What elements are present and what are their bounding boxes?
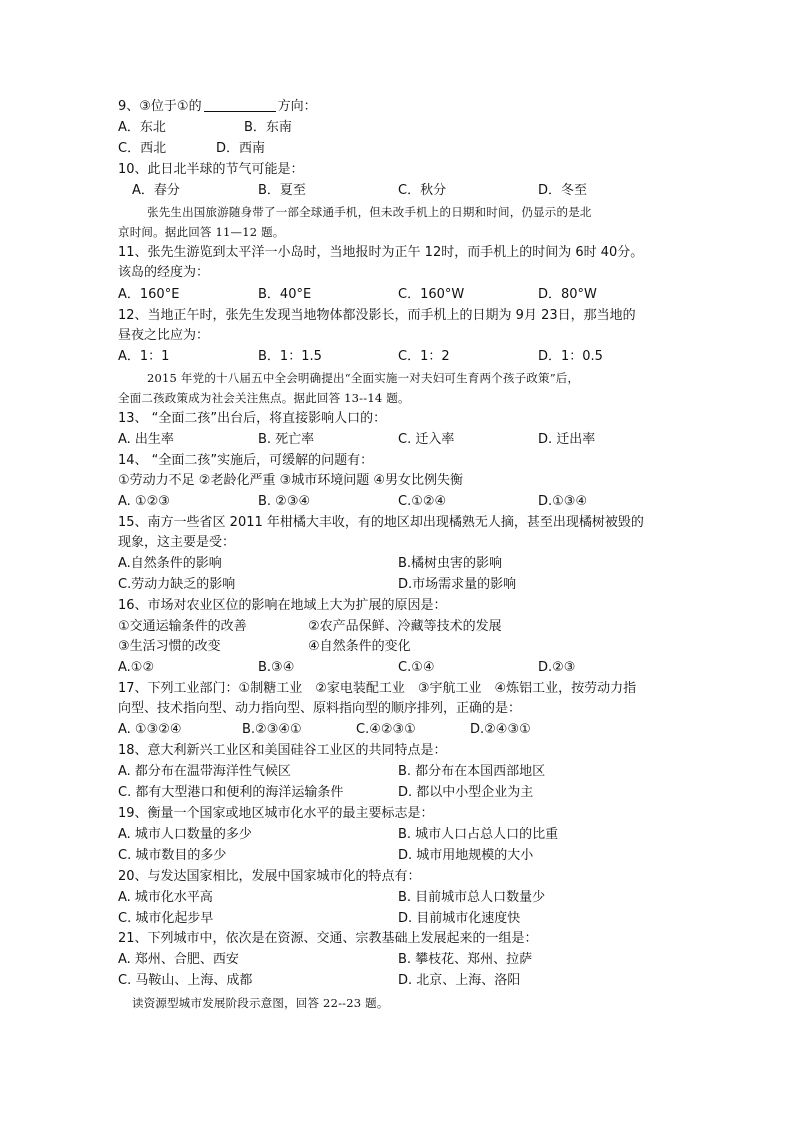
q11-option-a: A．160°E xyxy=(118,287,180,302)
q21-option-b: B. 攀枝花、郑州、拉萨 xyxy=(398,952,533,967)
question-21: 21、下列城市中，依次是在资源、交通、宗教基础上发展起来的一组是： xyxy=(118,931,538,946)
q16-item-3: ③生活习惯的改变 xyxy=(118,639,221,654)
question-16: 16、市场对农业区位的影响在地域上大为扩展的原因是： xyxy=(118,598,447,613)
q17-option-d: D.②④③① xyxy=(470,722,531,737)
intro-13-14-line1: 2015 年党的十八届五中全会明确提出“全面实施一对夫妇可生育两个孩子政策”后， xyxy=(147,371,580,385)
q14-option-d: D.①③④ xyxy=(538,494,588,509)
q19-option-d: D. 城市用地规模的大小 xyxy=(398,848,534,863)
q12-option-d: D．1：0.5 xyxy=(538,349,603,364)
question-19: 19、衡量一个国家或地区城市化水平的最主要标志是： xyxy=(118,806,434,821)
question-20: 20、与发达国家相比，发展中国家城市化的特点有： xyxy=(118,869,421,884)
q11-option-c: C．160°W xyxy=(398,287,465,302)
question-11-line1: 11、张先生游览到太平洋一小岛时，当地报时为正午 12时，而手机上的时间为 6时 40分。 xyxy=(118,245,644,260)
q19-option-b: B. 城市人口占总人口的比重 xyxy=(398,827,559,842)
question-15-line1: 15、南方一些省区 2011 年柑橘大丰收，有的地区却出现橘熟无人摘，甚至出现橘树被毁的 xyxy=(118,515,644,530)
question-14: 14、 “全面二孩”实施后，可缓解的问题有： xyxy=(118,453,374,468)
q20-option-d: D. 目前城市化速度快 xyxy=(398,911,521,926)
q18-option-a: A. 都分布在温带海洋性气候区 xyxy=(118,764,291,779)
q11-option-b: B．40°E xyxy=(258,287,312,302)
q9-option-b: B．东南 xyxy=(244,120,292,135)
q16-option-b: B.③④ xyxy=(258,660,295,675)
question-10: 10、此日北半球的节气可能是： xyxy=(118,162,304,177)
q16-option-d: D.②③ xyxy=(538,660,576,675)
q20-option-b: B. 目前城市总人口数量少 xyxy=(398,890,546,905)
q11-option-d: D．80°W xyxy=(538,287,597,302)
q10-option-d: D．冬至 xyxy=(538,183,588,198)
intro-11-12-line1: 张先生出国旅游随身带了一部全球通手机，但未改手机上的日期和时间，仍显示的是北 xyxy=(147,205,592,219)
question-17-line1: 17、下列工业部门：①制糖工业 ②家电装配工业 ③宇航工业 ④炼铝工业，按劳动力指 xyxy=(118,681,637,696)
question-12-line1: 12、当地正午时，张先生发现当地物体都没影长，而手机上的日期为 9月 23日，那当地的 xyxy=(118,308,636,323)
q15-option-a: A.自然条件的影响 xyxy=(118,556,222,571)
q21-option-c: C. 马鞍山、上海、成都 xyxy=(118,973,253,988)
question-14-items: ①劳动力不足 ②老龄化严重 ③城市环境问题 ④男女比例失衡 xyxy=(118,473,464,488)
q10-option-c: C．秋分 xyxy=(398,183,447,198)
q18-option-c: C. 都有大型港口和便利的海洋运输条件 xyxy=(118,785,344,800)
q21-option-a: A. 郑州、合肥、西安 xyxy=(118,952,239,967)
q18-option-d: D. 都以中小型企业为主 xyxy=(398,785,534,800)
q19-option-a: A. 城市人口数量的多少 xyxy=(118,827,252,842)
q20-option-a: A. 城市化水平高 xyxy=(118,890,213,905)
question-17-line2: 向型、技术指向型、动力指向型、原料指向型的顺序排列，正确的是： xyxy=(118,701,522,716)
q16-option-a: A.①② xyxy=(118,660,155,675)
q12-option-c: C．1：2 xyxy=(398,349,450,364)
q16-item-2: ②农产品保鲜、冷藏等技术的发展 xyxy=(308,619,502,634)
q13-option-b: B. 死亡率 xyxy=(258,432,315,447)
q13-option-d: D. 迁出率 xyxy=(538,432,596,447)
q16-item-1: ①交通运输条件的改善 xyxy=(118,619,247,634)
q17-option-a: A. ①③②④ xyxy=(118,722,182,737)
question-9-text-a: 9、③位于①的 xyxy=(118,99,202,114)
q9-option-c: C．西北 xyxy=(118,141,167,156)
q9-option-d: D．西南 xyxy=(216,141,266,156)
intro-13-14-line2: 全面二孩政策成为社会关注焦点。据此回答 13--14 题。 xyxy=(118,391,410,405)
q15-option-d: D.市场需求量的影响 xyxy=(398,577,517,592)
q20-option-c: C. 城市化起步早 xyxy=(118,911,214,926)
q16-option-c: C.①④ xyxy=(398,660,435,675)
q17-option-c: C.④②③① xyxy=(356,722,416,737)
q14-option-a: A. ①②③ xyxy=(118,494,170,509)
q16-item-4: ④自然条件的变化 xyxy=(308,639,411,654)
question-13: 13、 “全面二孩”出台后，将直接影响人口的： xyxy=(118,411,387,426)
question-11-line2: 该岛的经度为： xyxy=(118,265,210,280)
intro-11-12-line2: 京时间。据此回答 11—12 题。 xyxy=(118,225,285,239)
q10-option-b: B．夏至 xyxy=(258,183,306,198)
q13-option-c: C. 迁入率 xyxy=(398,432,455,447)
q15-option-c: C.劳动力缺乏的影响 xyxy=(118,577,236,592)
q18-option-b: B. 都分布在本国西部地区 xyxy=(398,764,546,779)
q19-option-c: C. 城市数目的多少 xyxy=(118,848,227,863)
q15-option-b: B.橘树虫害的影响 xyxy=(398,556,503,571)
q13-option-a: A. 出生率 xyxy=(118,432,174,447)
question-12-line2: 昼夜之比应为： xyxy=(118,328,210,343)
question-15-line2: 现象，这主要是受： xyxy=(118,535,236,550)
question-9 xyxy=(118,98,317,116)
intro-22-23: 读资源型城市发展阶段示意图，回答 22--23 题。 xyxy=(132,996,389,1010)
question-18: 18、意大利新兴工业区和美国硅谷工业区的共同特点是： xyxy=(118,743,447,758)
answer-blank xyxy=(204,98,276,112)
q14-option-b: B. ②③④ xyxy=(258,494,311,509)
q9-option-a: A．东北 xyxy=(118,120,166,135)
q21-option-d: D. 北京、上海、洛阳 xyxy=(398,973,521,988)
q14-option-c: C.①②④ xyxy=(398,494,447,509)
q12-option-b: B．1：1.5 xyxy=(258,349,322,364)
q12-option-a: A．1：1 xyxy=(118,349,170,364)
q10-option-a: A．春分 xyxy=(132,183,180,198)
question-9-text-b: 方向： xyxy=(277,99,317,114)
q17-option-b: B.②③④① xyxy=(242,722,302,737)
